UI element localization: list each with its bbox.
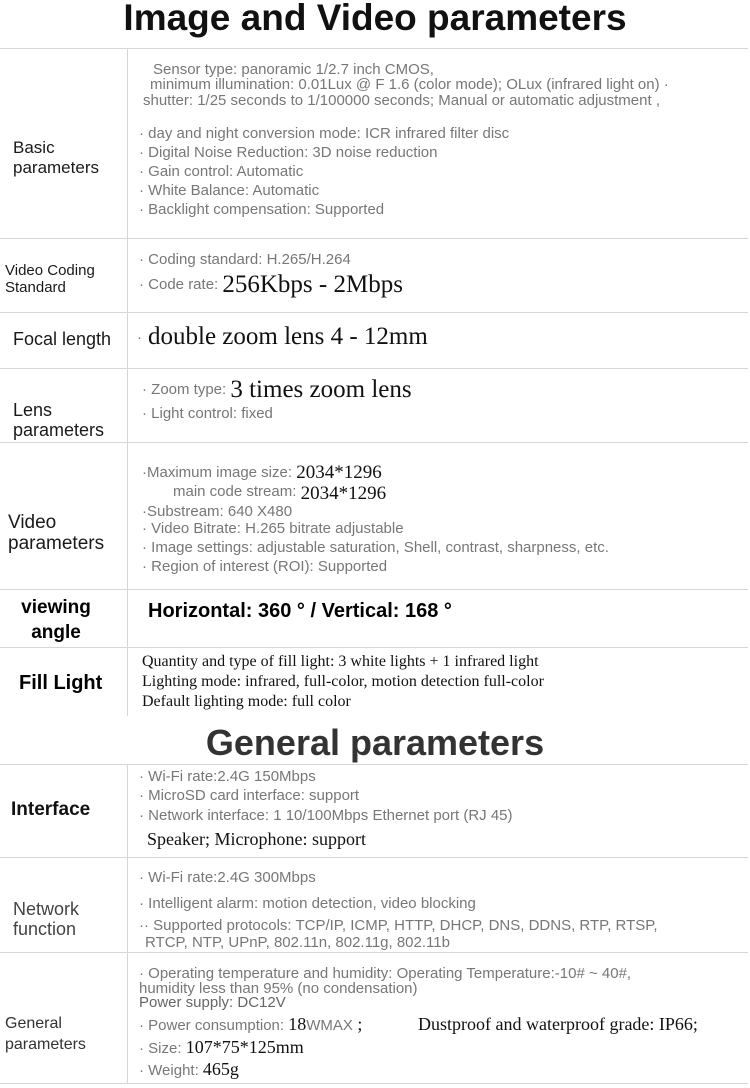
column-divider: [127, 590, 128, 648]
spec-line: · Intelligent alarm: motion detection, video blocking: [139, 895, 476, 912]
row-label: Focal length: [13, 329, 112, 349]
spec-line: [139, 1059, 239, 1080]
row-video-parameters: [0, 442, 748, 590]
spec-line: · Network interface: 1 10/100Mbps Ethernet port (RJ 45): [139, 807, 513, 824]
row-fill-light: [0, 647, 748, 716]
row-label: Lens parameters: [13, 400, 105, 440]
spec-line: shutter: 1/25 seconds to 1/100000 seconds; Manual or automatic adjustment ,: [143, 92, 660, 109]
spec-line: Quantity and type of fill light: 3 white lights + 1 infrared light: [142, 653, 539, 670]
spec-key: ·Maximum image size:: [142, 464, 297, 481]
spec-value: 18: [288, 1014, 307, 1034]
spec-line: RTCP, NTP, UPnP, 802.11n, 802.11g, 802.11b: [145, 934, 450, 951]
spec-key: · Zoom type:: [142, 381, 231, 398]
row-lens-parameters: [0, 368, 748, 443]
spec-key: main code stream:: [173, 483, 301, 500]
column-divider: [127, 648, 128, 716]
spec-line: [139, 1037, 304, 1058]
row-label: viewing angle: [21, 597, 91, 643]
spec-line: Sensor type: panoramic 1/2.7 inch CMOS,: [153, 61, 434, 78]
spec-line: [139, 271, 403, 299]
row-label: Interface: [11, 799, 91, 820]
row-label: Basic parameters: [13, 138, 99, 177]
spec-line: · Digital Noise Reduction: 3D noise reduction: [139, 144, 438, 161]
column-divider: [127, 953, 128, 1083]
column-divider: [127, 765, 128, 858]
spec-line: · Coding standard: H.265/H.264: [139, 251, 351, 268]
page-title: Image and Video parameters: [123, 0, 627, 38]
spec-line: minimum illumination: 0.01Lux @ F 1.6 (color mode); OLux (infrared light on) ·: [150, 76, 669, 93]
row-network-function: [0, 857, 748, 953]
spec-line: ·· Supported protocols: TCP/IP, ICMP, HTTP, DHCP, DNS, DDNS, RTP, RTSP,: [139, 917, 658, 934]
spec-line: humidity less than 95% (no condensation): [139, 980, 418, 997]
spec-line: · MicroSD card interface: support: [139, 787, 360, 804]
row-interface: [0, 764, 748, 858]
column-divider: [127, 49, 128, 239]
spec-value: 3 times zoom lens: [230, 376, 412, 403]
row-basic-parameters: [0, 48, 748, 239]
spec-line: · Backlight compensation: Supported: [139, 201, 385, 218]
row-video-coding-standard: [0, 238, 748, 313]
spec-line: Lighting mode: infrared, full-color, motion detection full-color: [142, 673, 544, 690]
spec-line: · Gain control: Automatic: [139, 163, 304, 180]
spec-line: · Operating temperature and humidity: Operating Temperature:-10# ~ 40#,: [139, 965, 632, 982]
spec-key: · Weight:: [139, 1062, 203, 1079]
column-divider: [127, 369, 128, 443]
spec-line: [142, 462, 382, 484]
column-divider: [127, 858, 128, 953]
row-label: General parameters: [5, 1015, 86, 1053]
spec-key: · Power consumption:: [139, 1017, 289, 1034]
spec-key: · Size:: [139, 1040, 186, 1057]
row-label: Video parameters: [8, 512, 105, 554]
spec-line: Power supply: DC12V: [139, 994, 286, 1011]
spec-line: · day and night conversion mode: ICR infrared filter disc: [139, 125, 510, 142]
row-label: Video Coding Standard: [5, 262, 95, 297]
spec-separator: ;: [352, 1014, 363, 1034]
spec-value: Horizontal: 360 ° / Vertical: 168 °: [148, 600, 452, 622]
spec-bullet: ·: [137, 329, 142, 346]
spec-line: Speaker; Microphone: support: [147, 829, 366, 849]
row-focal-length: [0, 312, 748, 369]
column-divider: [127, 239, 128, 313]
spec-value: 2034*1296: [296, 462, 382, 483]
spec-line: · Wi-Fi rate:2.4G 150Mbps: [139, 768, 316, 785]
column-divider: [127, 313, 128, 369]
spec-line: · Image settings: adjustable saturation, Shell, contrast, sharpness, etc.: [142, 539, 609, 556]
column-divider: [127, 443, 128, 590]
spec-line: Dustproof and waterproof grade: IP66;: [418, 1014, 698, 1034]
spec-line: · Light control: fixed: [142, 405, 273, 422]
spec-value: double zoom lens 4 - 12mm: [148, 323, 428, 350]
row-label: Fill Light: [19, 672, 103, 694]
row-label: Network function: [13, 899, 80, 939]
spec-line: · Video Bitrate: H.265 bitrate adjustable: [142, 520, 404, 537]
spec-line: · Wi-Fi rate:2.4G 300Mbps: [139, 869, 316, 886]
spec-line: Default lighting mode: full color: [142, 693, 351, 710]
spec-value: 2034*1296: [300, 483, 387, 504]
spec-value: 465g: [202, 1059, 239, 1079]
row-viewing-angle: [0, 589, 748, 648]
row-general-parameters: [0, 952, 748, 1084]
spec-line: ·Substream: 640 X480: [142, 503, 293, 520]
spec-line: · White Balance: Automatic: [139, 182, 320, 199]
spec-line: [139, 1014, 362, 1035]
section-title: General parameters: [205, 722, 545, 763]
spec-key: · Code rate:: [139, 276, 223, 293]
spec-value: 107*75*125mm: [185, 1037, 304, 1057]
spec-line: · Region of interest (ROI): Supported: [142, 558, 388, 575]
spec-unit: WMAX: [306, 1017, 353, 1034]
spec-line: [173, 483, 386, 505]
spec-value: 256Kbps - 2Mbps: [222, 271, 403, 298]
spec-line: [142, 376, 412, 404]
